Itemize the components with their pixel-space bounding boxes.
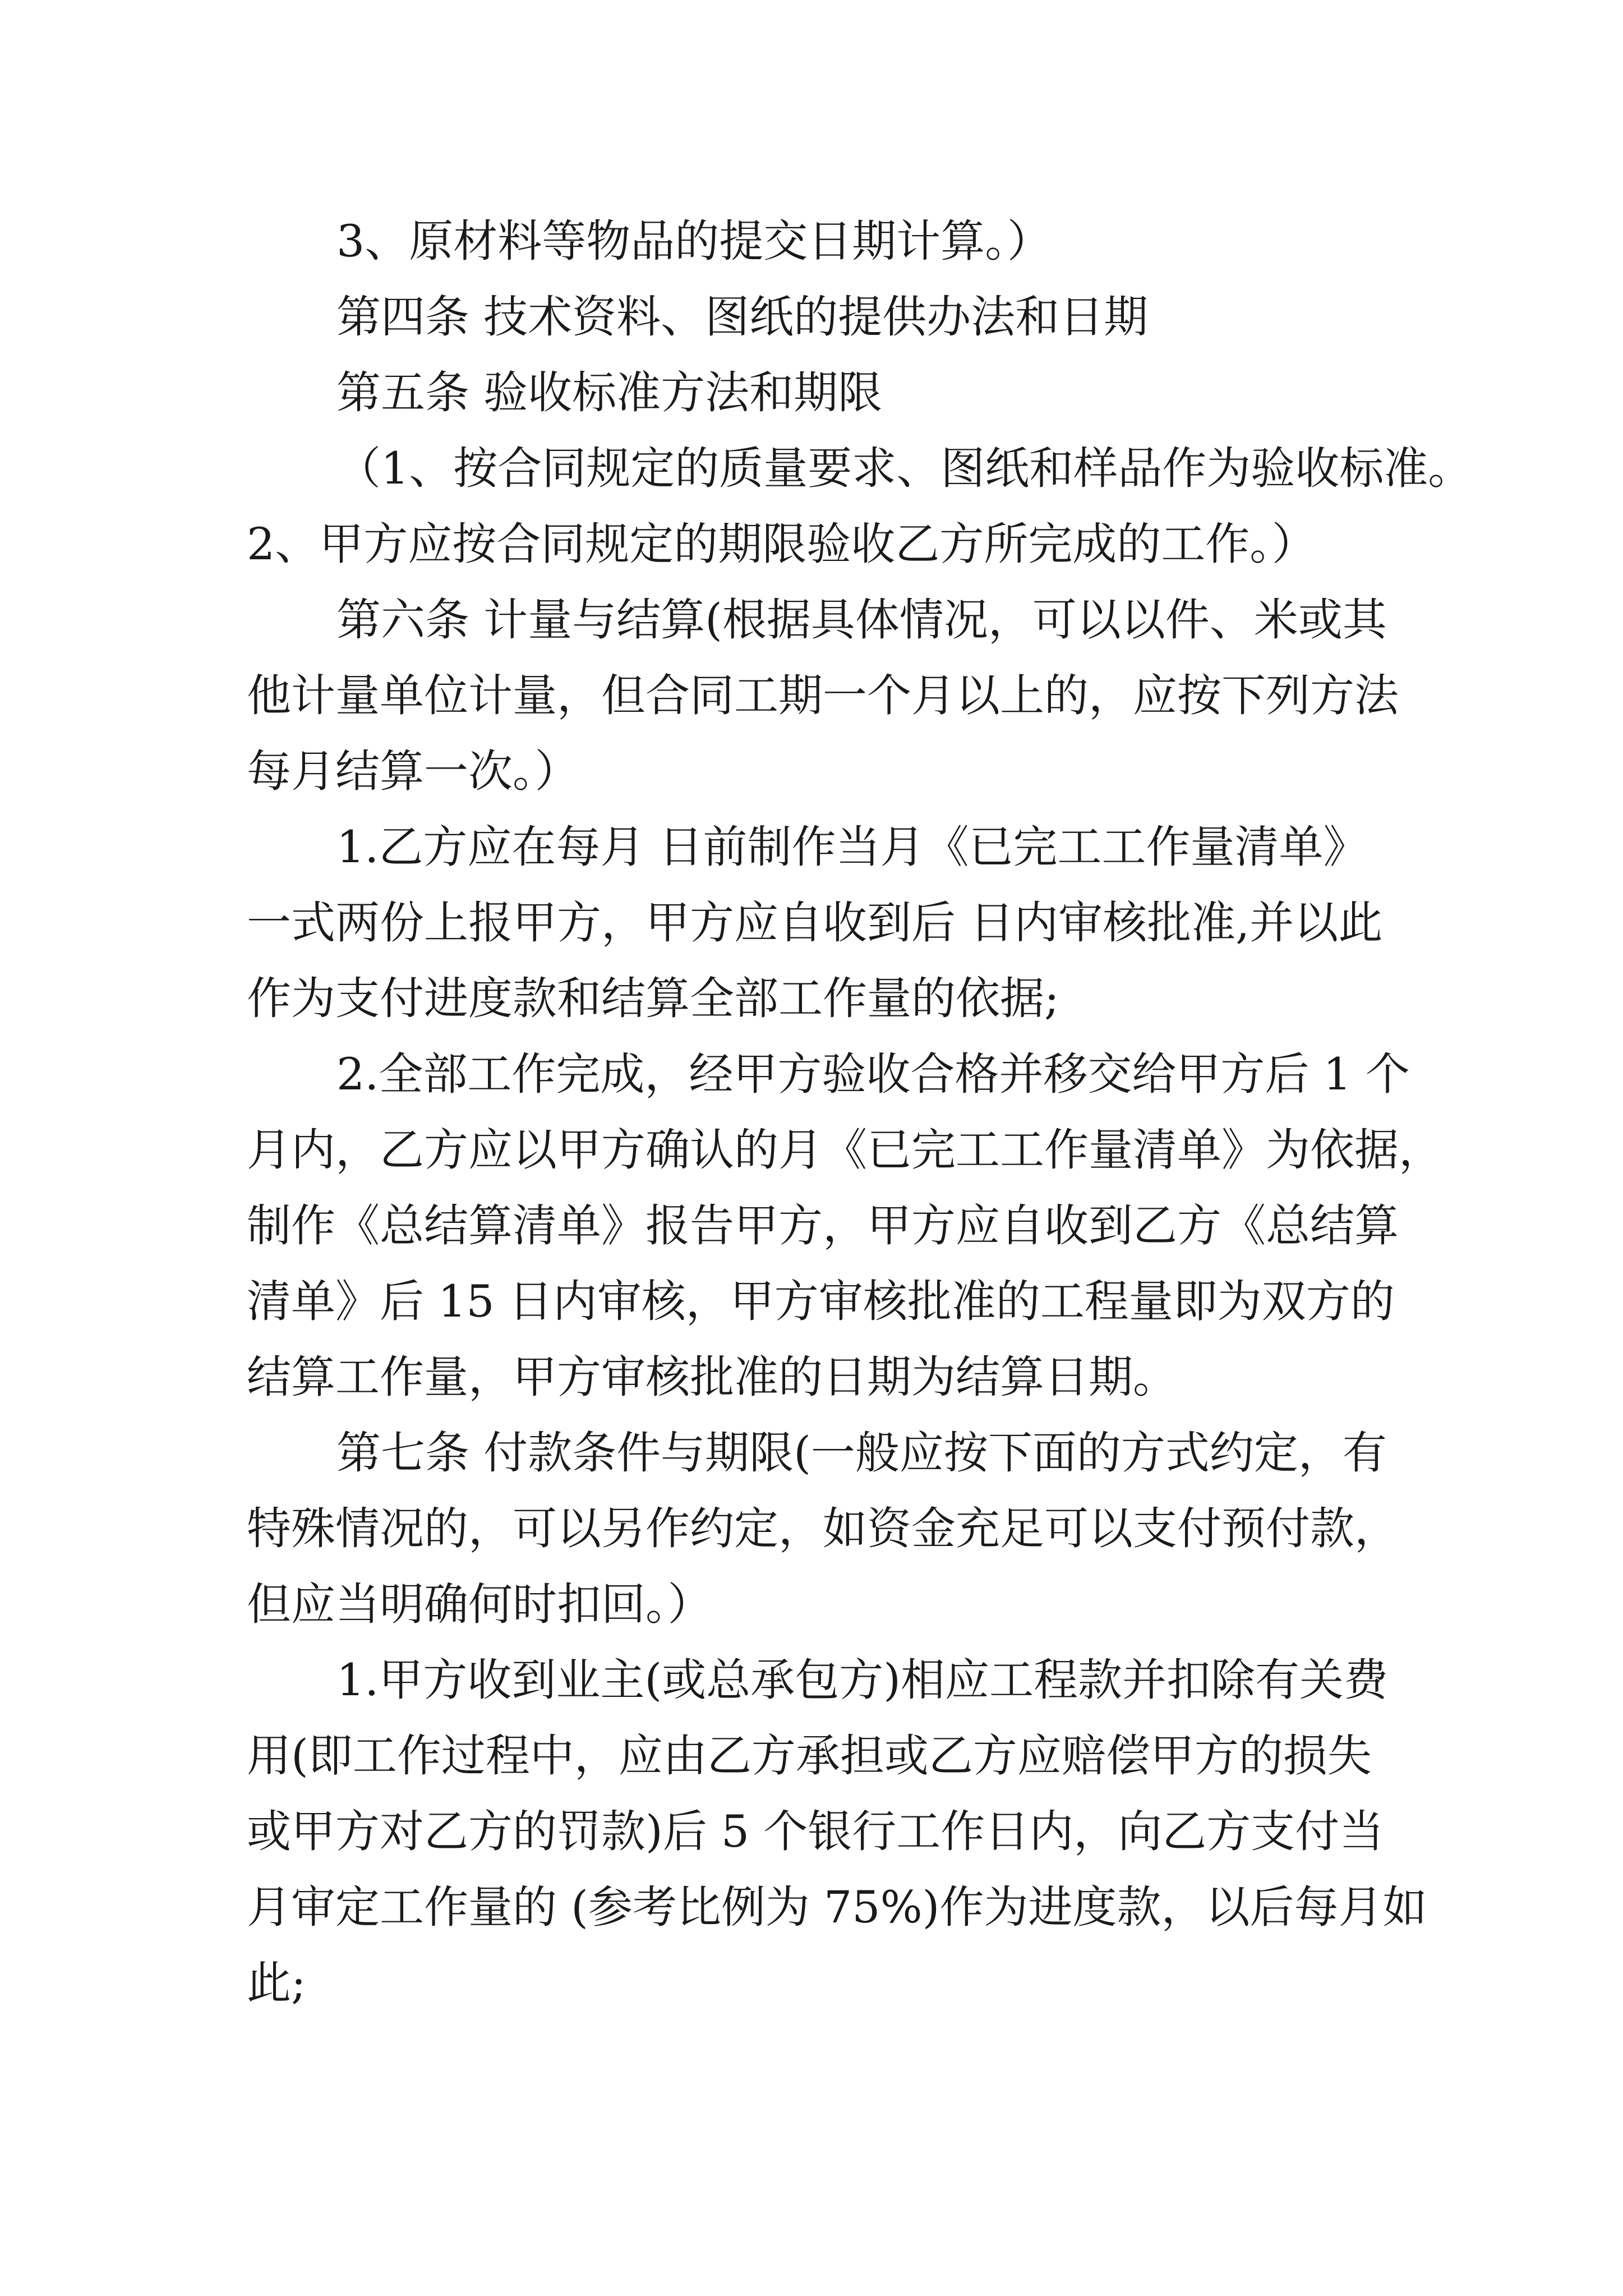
- text-line: 第六条 计量与结算(根据具体情况，可以以件、米或其: [336, 594, 1387, 646]
- text-line: 2、甲方应按合同规定的期限验收乙方所完成的工作。）: [247, 518, 1316, 570]
- text-line: 或甲方对乙方的罚款)后 5 个银行工作日内，向乙方支付当: [247, 1806, 1384, 1857]
- text-line: （1、按合同规定的质量要求、图纸和样品作为验收标准。: [336, 443, 1473, 494]
- text-line: 清单》后 15 日内审核，甲方审核批准的工程量即为双方的: [247, 1276, 1395, 1327]
- text-line: 作为支付进度款和结算全部工作量的依据;: [247, 973, 1059, 1024]
- text-line: 此;: [247, 1957, 306, 2009]
- text-line: 但应当明确何时扣回。）: [247, 1579, 712, 1630]
- text-line: 一式两份上报甲方，甲方应自收到后 日内审核批准,并以此: [247, 897, 1383, 949]
- text-line: 结算工作量，甲方审核批准的日期为结算日期。: [247, 1351, 1177, 1403]
- text-line: 他计量单位计量，但合同工期一个月以上的，应按下列方法: [247, 670, 1399, 721]
- text-line: 第七条 付款条件与期限(一般应按下面的方式约定，有: [336, 1427, 1387, 1479]
- text-line: 1.甲方收到业主(或总承包方)相应工程款并扣除有关费: [336, 1654, 1389, 1706]
- text-line: 第五条 验收标准方法和期限: [336, 367, 883, 418]
- text-line: 3、原材料等物品的提交日期计算。）: [336, 215, 1052, 267]
- text-line: 第四条 技术资料、图纸的提供办法和日期: [336, 291, 1149, 343]
- text-line: 2.全部工作完成，经甲方验收合格并移交给甲方后 1 个: [336, 1048, 1410, 1100]
- text-line: 月审定工作量的 (参考比例为 75%)作为进度款，以后每月如: [247, 1881, 1427, 1933]
- text-line: 特殊情况的，可以另作约定，如资金充足可以支付预付款，: [247, 1503, 1399, 1554]
- text-line: 1.乙方应在每月 日前制作当月《已完工工作量清单》: [336, 821, 1368, 873]
- text-line: 用(即工作过程中，应由乙方承担或乙方应赔偿甲方的损失: [247, 1730, 1372, 1782]
- text-line: 月内，乙方应以甲方确认的月《已完工工作量清单》为依据，: [247, 1124, 1443, 1176]
- text-line: 每月结算一次。）: [247, 746, 579, 797]
- text-line: 制作《总结算清单》报告甲方，甲方应自收到乙方《总结算: [247, 1200, 1399, 1251]
